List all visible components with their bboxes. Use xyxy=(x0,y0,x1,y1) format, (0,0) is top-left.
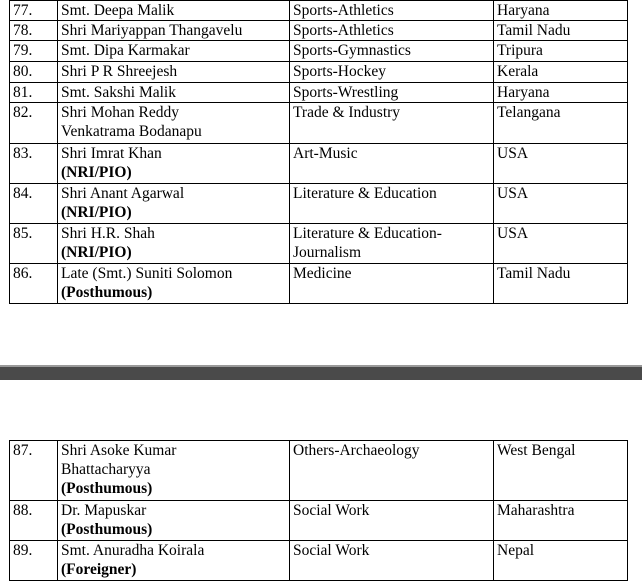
awardee-name-text: Shri Anant Agarwal xyxy=(61,185,185,202)
field: Medicine xyxy=(290,264,494,304)
serial-number: 84. xyxy=(10,184,58,224)
serial-number: 77. xyxy=(10,1,58,21)
state: West Bengal xyxy=(494,441,628,501)
awardee-name-text: Smt. Anuradha Koirala xyxy=(61,542,205,559)
state: USA xyxy=(494,184,628,224)
awardee-name: Smt. Sakshi Malik xyxy=(58,83,290,103)
serial-number: 88. xyxy=(10,501,58,541)
serial-number: 80. xyxy=(10,62,58,83)
awards-table-page-2 xyxy=(9,440,628,581)
serial-number: 86. xyxy=(10,264,58,304)
serial-number: 83. xyxy=(10,144,58,184)
state: Tamil Nadu xyxy=(494,21,628,41)
table-row xyxy=(10,501,628,541)
state: Tamil Nadu xyxy=(494,264,628,304)
awardee-name-text: Shri Imrat Khan xyxy=(61,145,162,162)
table-row xyxy=(10,184,628,224)
awardee-name-text: Late (Smt.) Suniti Solomon xyxy=(61,265,233,282)
state: Nepal xyxy=(494,541,628,581)
awardee-name: Smt. Deepa Malik xyxy=(58,1,290,21)
awardee-name-text: Shri H.R. Shah xyxy=(61,225,155,242)
awardee-name xyxy=(58,184,290,224)
table-row xyxy=(10,41,628,62)
awards-table-page-1 xyxy=(9,0,628,304)
state: USA xyxy=(494,144,628,184)
awardee-name-text: Dr. Mapuskar xyxy=(61,502,147,519)
awardee-note: (Posthumous) xyxy=(61,521,153,538)
table-row xyxy=(10,21,628,41)
table-row xyxy=(10,144,628,184)
awardee-name-line-1: Shri Asoke Kumar xyxy=(61,442,177,459)
table-row xyxy=(10,1,628,21)
field: Sports-Athletics xyxy=(290,1,494,21)
field: Sports-Wrestling xyxy=(290,83,494,103)
serial-number: 78. xyxy=(10,21,58,41)
serial-number: 89. xyxy=(10,541,58,581)
serial-number: 81. xyxy=(10,83,58,103)
table-row xyxy=(10,541,628,581)
awardee-name: Shri Mariyappan Thangavelu xyxy=(58,21,290,41)
serial-number: 82. xyxy=(10,103,58,144)
awardee-name: Shri P R Shreejesh xyxy=(58,62,290,83)
awardee-note: (Foreigner) xyxy=(61,561,137,578)
state: Haryana xyxy=(494,83,628,103)
awardee-name xyxy=(58,541,290,581)
awardee-name xyxy=(58,103,290,144)
awardee-name-line-2: Bhattacharyya xyxy=(61,461,151,478)
field: Sports-Gymnastics xyxy=(290,41,494,62)
awardee-name: Smt. Dipa Karmakar xyxy=(58,41,290,62)
field: Sports-Hockey xyxy=(290,62,494,83)
field: Art-Music xyxy=(290,144,494,184)
table-row xyxy=(10,62,628,83)
awardee-note: (Posthumous) xyxy=(61,284,153,301)
awardee-note: (Posthumous) xyxy=(61,480,153,497)
table-row xyxy=(10,264,628,304)
serial-number: 79. xyxy=(10,41,58,62)
awardee-name-line-1: Shri Mohan Reddy xyxy=(61,104,179,121)
awardee-note: (NRI/PIO) xyxy=(61,204,132,221)
serial-number: 85. xyxy=(10,224,58,264)
serial-number: 87. xyxy=(10,441,58,501)
awardee-name xyxy=(58,264,290,304)
table-row xyxy=(10,441,628,501)
awardee-name xyxy=(58,224,290,264)
field-line-2: Journalism xyxy=(293,244,362,261)
state: Kerala xyxy=(494,62,628,83)
page-break-divider xyxy=(0,367,642,380)
state: Telangana xyxy=(494,103,628,144)
awardee-note: (NRI/PIO) xyxy=(61,244,132,261)
table-row xyxy=(10,224,628,264)
field: Literature & Education xyxy=(290,184,494,224)
field: Sports-Athletics xyxy=(290,21,494,41)
awardee-name-line-2: Venkatrama Bodanapu xyxy=(61,123,202,140)
field: Trade & Industry xyxy=(290,103,494,144)
state: Tripura xyxy=(494,41,628,62)
table-row xyxy=(10,83,628,103)
field-line-1: Literature & Education- xyxy=(293,225,442,242)
awardee-note: (NRI/PIO) xyxy=(61,164,132,181)
field: Social Work xyxy=(290,501,494,541)
awardee-name xyxy=(58,501,290,541)
state: Haryana xyxy=(494,1,628,21)
awardee-name xyxy=(58,144,290,184)
state: USA xyxy=(494,224,628,264)
field xyxy=(290,224,494,264)
field: Social Work xyxy=(290,541,494,581)
state: Maharashtra xyxy=(494,501,628,541)
awardee-name xyxy=(58,441,290,501)
table-row xyxy=(10,103,628,144)
field: Others-Archaeology xyxy=(290,441,494,501)
